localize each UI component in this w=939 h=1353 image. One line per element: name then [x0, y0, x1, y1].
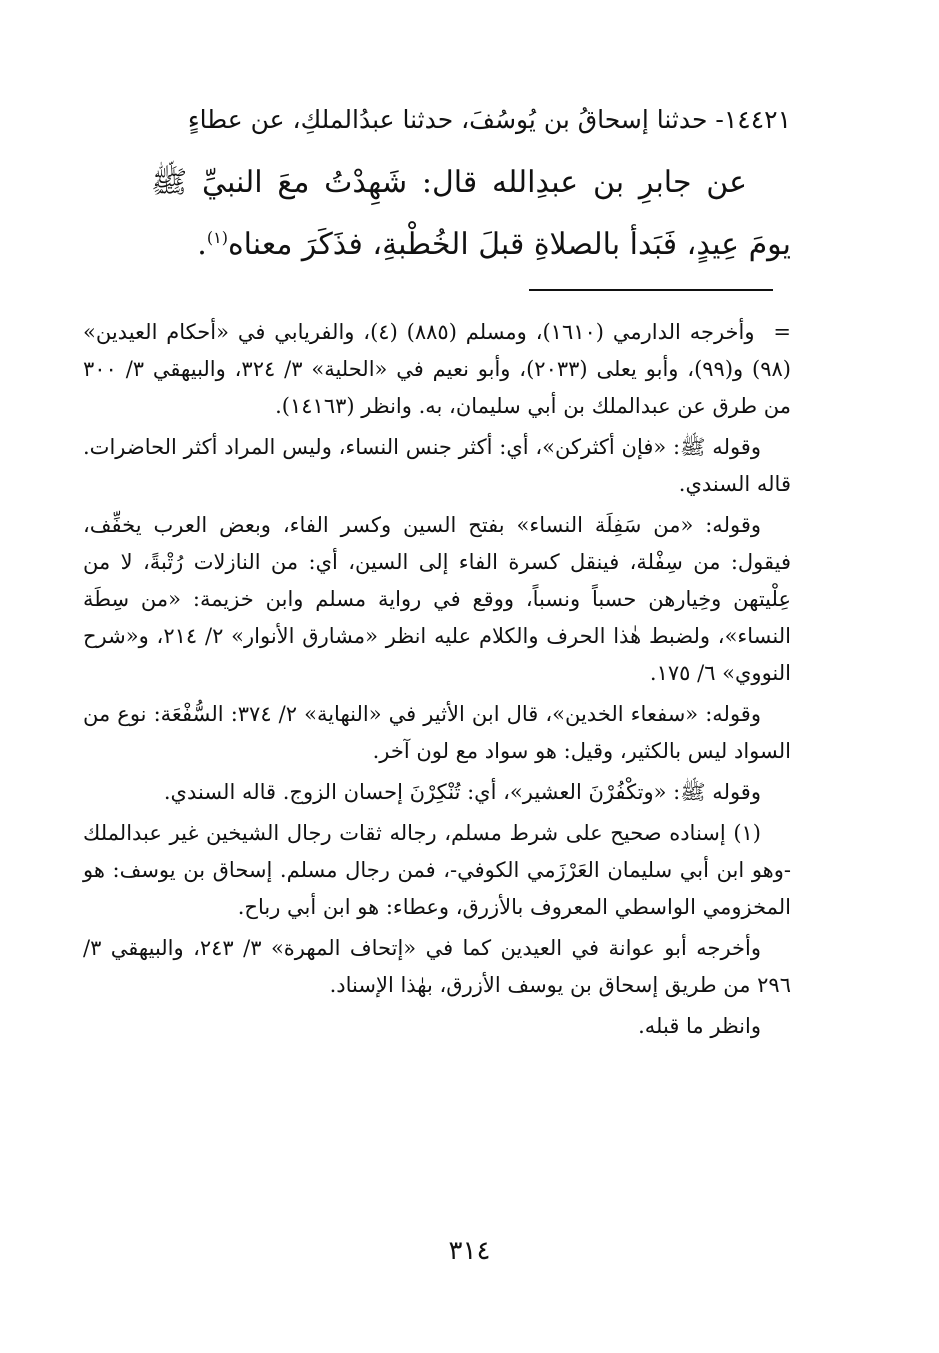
footnote-text: وقوله: «من سَفِلَة النساء» بفتح السين وكسر الفاء، وبعض العرب يخفِّف، فيقول: من سِفْلة، فينقل كسرة الفاء إلى السين، أي: من النازلات رُتْبةً، لا من عِلْيتهن وخِيارهن حسباً ونسباً، ووقع في رواية مسلم وابن خزيمة: «من سِطَة النساء»، ولضبط هٰذا الحرف والكلام عليه انظر «مشارق الأنوار» ٢/ ٢١٤، و«شرح النووي» ٦/ ١٧٥.	[83, 513, 791, 685]
hadith-matn: عن جابرِ بن عبدِالله قال: شَهِدْتُ معَ النبيِّ ﷺ يومَ عِيدٍ، فَبَدأ بالصلاةِ قبلَ الخُطْبةِ، فذَكَرَ معناه$^{(١)}$.	[151, 165, 791, 262]
footnote-text: وقوله ﷺ: «وتكْفُرْنَ العشير»، أي: تُنْكِرْنَ إحسان الزوج. قاله السندي.	[163, 780, 761, 804]
footnote-paragraph	[83, 696, 791, 770]
footnote-paragraph	[83, 314, 791, 425]
footnote-paragraph	[83, 774, 791, 811]
hadith-matn-text: عن جابرِ بن عبدِالله قال: شَهِدْتُ معَ النبيِّ ﷺ يومَ عِيدٍ، فَبَدأ بالصلاةِ قبلَ الخُطْبةِ، فذَكَرَ معناه	[151, 165, 791, 262]
footnote-text: (١) إسناده صحيح على شرط مسلم، رجاله ثقات رجال الشيخين غير عبدالملك -وهو ابن أبي سليمان العَرْزَمي الكوفي-، فمن رجال مسلم. إسحاق بن يوسف: هو المخزومي الواسطي المعروف بالأزرق، وعطاء: هو ابن أبي رباح.	[83, 821, 791, 919]
footnote-separator	[529, 289, 773, 291]
hadith-isnad-text: ١٤٤٢١- حدثنا إسحاقُ بن يُوسُفَ، حدثنا عبدُالملكِ، عن عطاءٍ	[187, 105, 791, 134]
footnotes	[83, 314, 791, 1049]
footnote-text: وقوله ﷺ: «فإن أكثركن»، أي: أكثر جنس النساء، وليس المراد أكثر الحاضرات. قاله السندي.	[83, 435, 791, 496]
footnote-paragraph	[83, 1008, 791, 1045]
continuation-marker: =	[773, 320, 792, 344]
footnote-text: وأخرجه أبو عوانة في العيدين كما في «إتحاف المهرة» ٣/ ٢٤٣، والبيهقي ٣/ ٢٩٦ من طريق إسحاق بن يوسف الأزرق، بهٰذا الإسناد.	[83, 936, 791, 997]
footnote-paragraph	[83, 507, 791, 692]
footnote-text: وأخرجه الدارمي (١٦١٠)، ومسلم (٨٨٥) (٤)، والفريابي في «أحكام العيدين» (٩٨) و(٩٩)، وأبو يعلى (٢٠٣٣)، وأبو نعيم في «الحلية» ٣/ ٣٢٤، والبيهقي ٣/ ٣٠٠ من طرق عن عبدالملك بن أبي سليمان، به. وانظر (١٤١٦٣).	[83, 320, 791, 418]
footnote-text: وانظر ما قبله.	[638, 1014, 761, 1038]
footnote-paragraph	[83, 429, 791, 503]
hadith-isnad-line	[151, 96, 791, 144]
footnote-marker: (١)	[206, 228, 228, 247]
page-number: ٣١٤	[448, 1236, 491, 1266]
footnote-text: وقوله: «سفعاء الخدين»، قال ابن الأثير في «النهاية» ٢/ ٣٧٤: السُّفْعَة: نوع من السواد ليس بالكثير، وقيل: هو سواد مع لون آخر.	[83, 702, 791, 763]
footnote-paragraph	[83, 930, 791, 1004]
footnote-paragraph	[83, 815, 791, 926]
